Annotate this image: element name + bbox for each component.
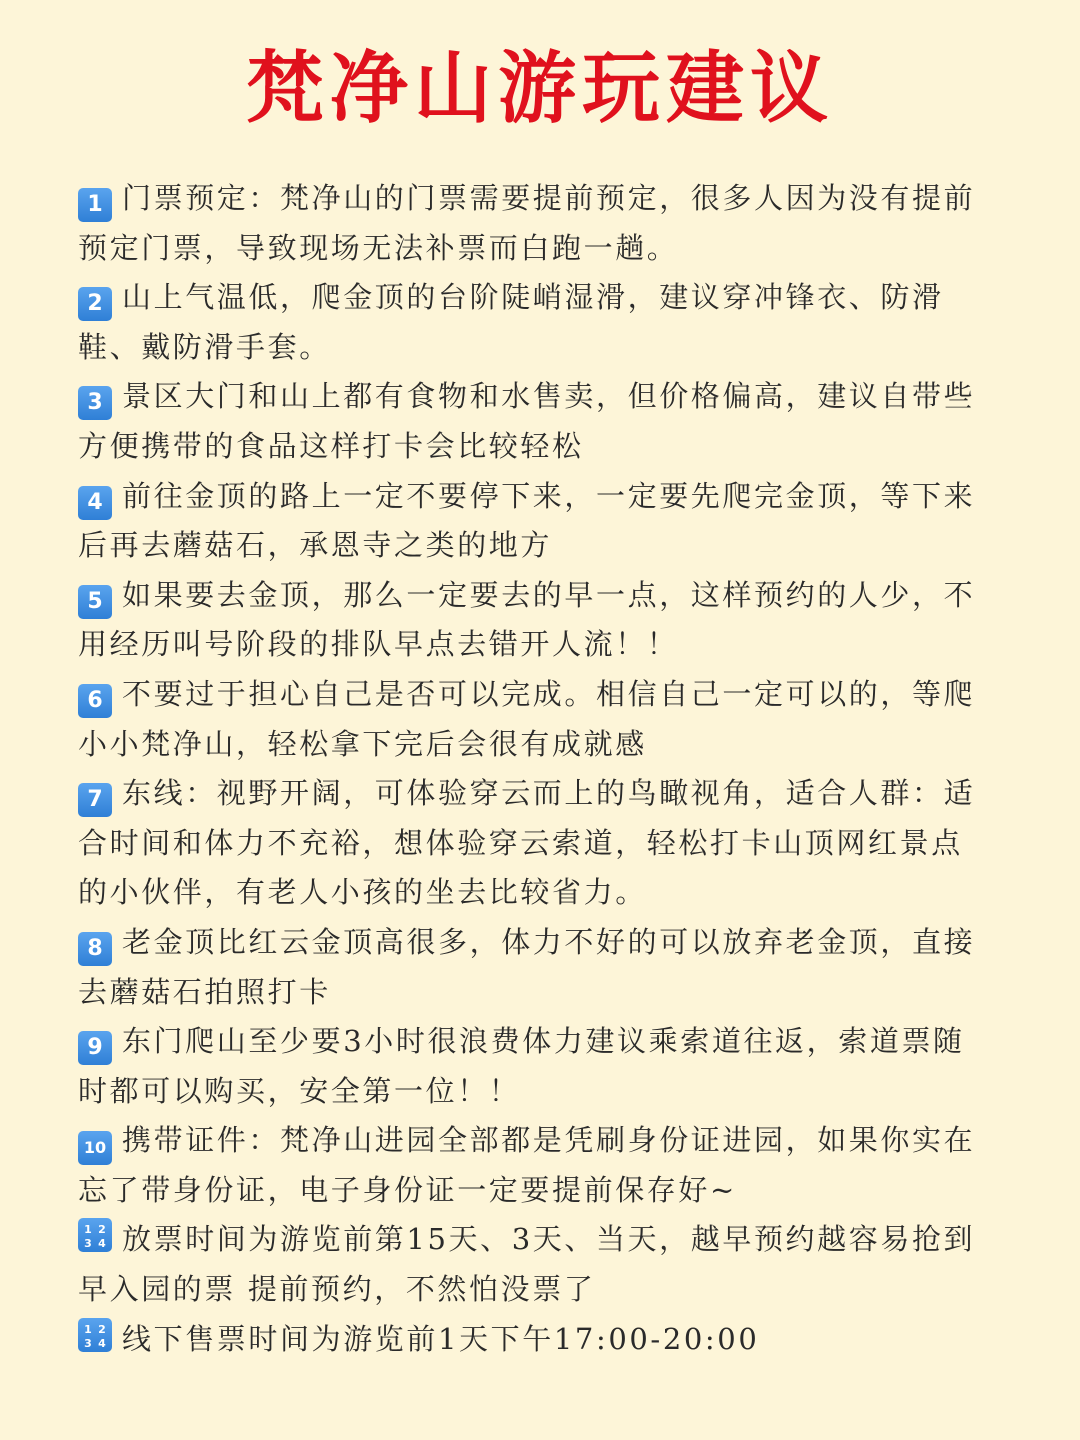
tip-text: 老金顶比红云金顶高很多，体力不好的可以放弃老金顶，直接去蘑菇石拍照打卡 [78,924,976,1009]
list-item [78,1017,978,1116]
input-numbers-icon [78,1318,112,1352]
list-item [78,918,978,1017]
svg-text:1: 1 [84,1322,92,1336]
svg-text:2: 2 [98,1223,106,1237]
tip-text: 放票时间为游览前第15天、3天、当天，越早预约越容易抢到早入园的票 提前预约，不然怕没票了 [78,1222,976,1307]
page-title: 梵净山游玩建议 [245,44,834,134]
input-numbers-icon [78,1218,112,1252]
svg-text:4: 4 [98,1336,106,1349]
keycap-number-1-icon: 1 [78,188,112,222]
list-item [78,174,978,273]
svg-text:2: 2 [98,1322,106,1336]
list-item [78,372,978,471]
tip-text: 不要过于担心自己是否可以完成。相信自己一定可以的，等爬小小梵净山，轻松拿下完后会很有成就感 [78,676,976,761]
keycap-number-3-icon: 3 [78,386,112,420]
tip-text: 景区大门和山上都有食物和水售卖，但价格偏高，建议自带些方便携带的食品这样打卡会比较轻松 [78,379,976,463]
list-item [78,571,978,670]
list-item [78,1116,978,1215]
keycap-number-4-icon: 4 [78,486,112,520]
tip-text: 东门爬山至少要3小时很浪费体力建议乘索道往返，索道票随时都可以购买，安全第一位！！ [78,1024,965,1108]
svg-text:1: 1 [84,1223,92,1237]
tip-text: 东线：视野开阔，可体验穿云而上的鸟瞰视角，适合人群：适合时间和体力不充裕，想体验穿云索道，轻松打卡山顶网红景点的小伙伴，有老人小孩的坐去比较省力。 [78,776,976,910]
tip-text: 携带证件：梵净山进园全部都是凭刷身份证进园，如果你实在忘了带身份证，电子身份证一定要提前保存好~ [78,1123,976,1207]
list-item [78,769,978,918]
tip-text: 山上气温低，爬金顶的台阶陡峭湿滑，建议穿冲锋衣、防滑鞋、戴防滑手套。 [78,280,944,364]
keycap-number-6-icon: 6 [78,684,112,718]
keycap-number-7-icon: 7 [78,783,112,817]
list-item [78,273,978,372]
keycap-number-5-icon: 5 [78,585,112,619]
tip-text: 前往金顶的路上一定不要停下来，一定要先爬完金顶，等下来后再去蘑菇石，承恩寺之类的地方 [78,478,976,563]
svg-text:4: 4 [98,1237,106,1250]
tip-text: 如果要去金顶，那么一定要去的早一点，这样预约的人少，不用经历叫号阶段的排队早点去错开人流！！ [78,577,976,662]
svg-text:3: 3 [84,1237,92,1250]
tips-list [78,174,978,1364]
svg-text:3: 3 [84,1336,92,1349]
keycap-number-10-icon: 10 [78,1131,112,1165]
keycap-number-8-icon: 8 [78,932,112,966]
tip-text: 线下售票时间为游览前1天下午17:00-20:00 [122,1321,760,1356]
list-item [78,1215,978,1314]
list-item [78,670,978,769]
keycap-number-2-icon: 2 [78,287,112,321]
list-item [78,1315,978,1365]
list-item [78,472,978,571]
tip-text: 门票预定：梵净山的门票需要提前预定，很多人因为没有提前预定门票，导致现场无法补票而白跑一趟。 [78,181,976,265]
keycap-number-9-icon: 9 [78,1031,112,1065]
